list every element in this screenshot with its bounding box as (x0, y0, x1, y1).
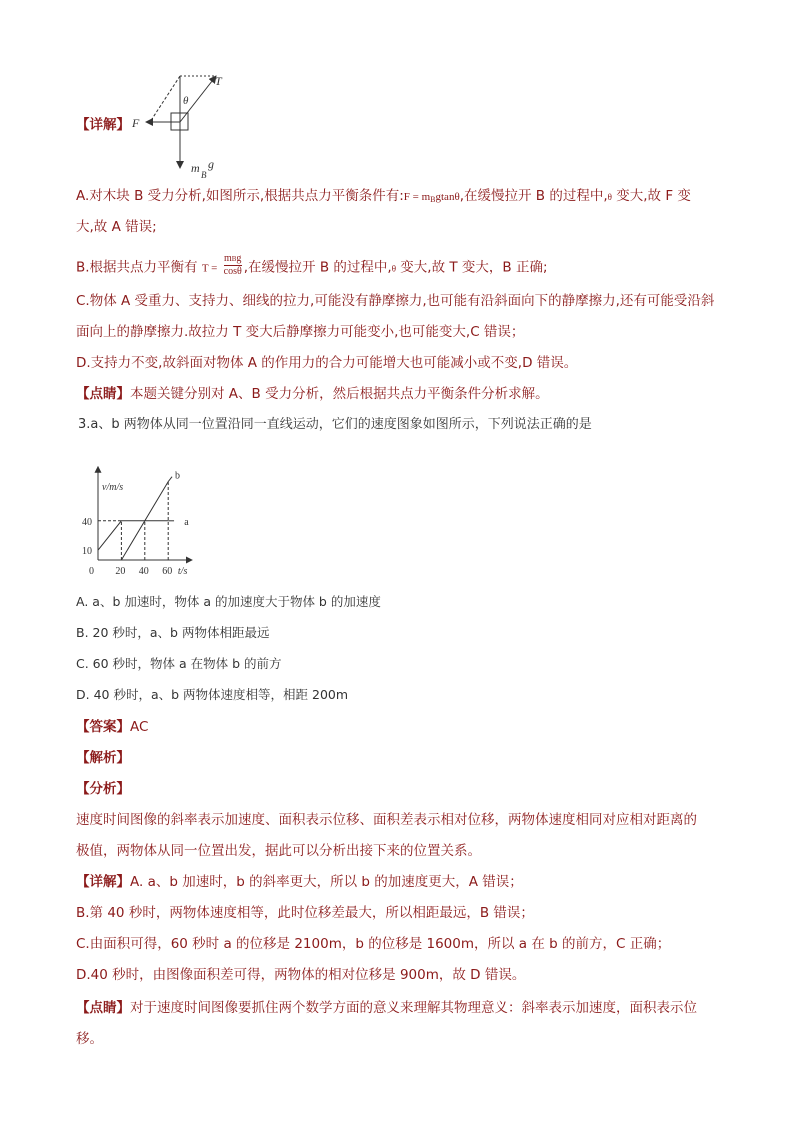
fenxi-line2: 极值，两物体从同一位置出发，据此可以分析出接下来的位置关系。 (76, 843, 481, 859)
series-label-a: a (184, 516, 189, 528)
series-line-b (121, 477, 172, 560)
q3-option-d: D. 40 秒时，a、b 两物体速度相等，相距 200m (76, 687, 349, 702)
q3-detail-c: C.由面积可得，60 秒时 a 的位移是 2100m，b 的位移是 1600m，所以 a 在 b 的前方，C 正确； (76, 936, 671, 952)
fenxi-line1: 速度时间图像的斜率表示加速度、面积表示位移、面积差表示相对位移，两物体速度相同对应相对距离的 (76, 812, 697, 828)
velocity-time-chart (78, 448, 228, 578)
y-axis-label: v/m/s (102, 481, 124, 493)
answer-line: 【答案】AC (76, 719, 149, 735)
label-F: F (132, 116, 140, 130)
label-m: m (191, 161, 200, 175)
option-a-line2: 大,故 A 错误; (76, 219, 157, 235)
option-b-line: B.根据共点力平衡有 T = mBg cosθ ,在缓慢拉开 B 的过程中,θ 变大,故 T 变大，B 正确; (76, 253, 548, 277)
q3-detail-d: D.40 秒时，由图像面积差可得，两物体的相对位移是 900m，故 D 错误。 (76, 967, 526, 983)
series-line-a (98, 521, 168, 550)
dotted-diag (150, 76, 180, 122)
q3-detail-a: 【详解】A. a、b 加速时，b 的斜率更大，所以 b 的加速度更大，A 错误； (76, 874, 523, 890)
option-c-line2: 面向上的静摩擦力.故拉力 T 变大后静摩擦力可能变小,也可能变大,C 错误； (76, 324, 525, 340)
label-B: B (201, 170, 207, 180)
q3-tip-line1: 【点睛】对于速度时间图像要抓住两个数学方面的意义来理解其物理意义：斜率表示加速度，面积表示位 (76, 1000, 697, 1016)
x-tick-label: 60 (162, 566, 173, 577)
force-diagram (120, 68, 240, 188)
series-label-b: b (175, 470, 181, 482)
q3-option-b: B. 20 秒时，a、b 两物体相距最远 (76, 625, 270, 640)
fenxi-tag: 【分析】 (76, 781, 130, 797)
label-g: g (208, 157, 214, 171)
x-tick-label: 20 (115, 566, 126, 577)
tip-line: 【点睛】本题关键分别对 A、B 受力分析，然后根据共点力平衡条件分析求解。 (76, 386, 549, 402)
option-c-line1: C.物体 A 受重力、支持力、细线的拉力,可能没有静摩擦力,也可能有沿斜面向下的静摩擦力,还有可能受沿斜 (76, 293, 715, 309)
y-tick-label: 40 (82, 516, 92, 528)
x-axis-label: t/s (177, 566, 188, 577)
q3-tip-line2: 移。 (76, 1031, 103, 1047)
q3-option-a: A. a、b 加速时，物体 a 的加速度大于物体 b 的加速度 (76, 594, 381, 609)
x-tick-label: 0 (89, 566, 94, 577)
analysis-tag: 【解析】 (76, 750, 130, 766)
label-theta: θ (183, 95, 189, 107)
question-3-stem: 3.a、b 两物体从同一位置沿同一直线运动，它们的速度图象如图所示，下列说法正确的是 (78, 417, 592, 432)
q3-option-c: C. 60 秒时，物体 a 在物体 b 的前方 (76, 656, 282, 671)
q3-detail-b: B.第 40 秒时，两物体速度相等，此时位移差最大，所以相距最远，B 错误； (76, 905, 534, 921)
option-d-line: D.支持力不变,故斜面对物体 A 的作用力的合力可能增大也可能减小或不变,D 错误。 (76, 355, 578, 371)
x-tick-label: 40 (138, 566, 149, 577)
detail-tag: 【详解】 (76, 117, 130, 133)
y-tick-label: 10 (82, 546, 92, 558)
option-a-line1: A.对木块 B 受力分析,如图所示,根据共点力平衡条件有:F = mBgtanθ,在缓慢拉开 B 的过程中,θ 变大,故 F 变 (76, 188, 691, 204)
label-T: T (215, 74, 222, 88)
